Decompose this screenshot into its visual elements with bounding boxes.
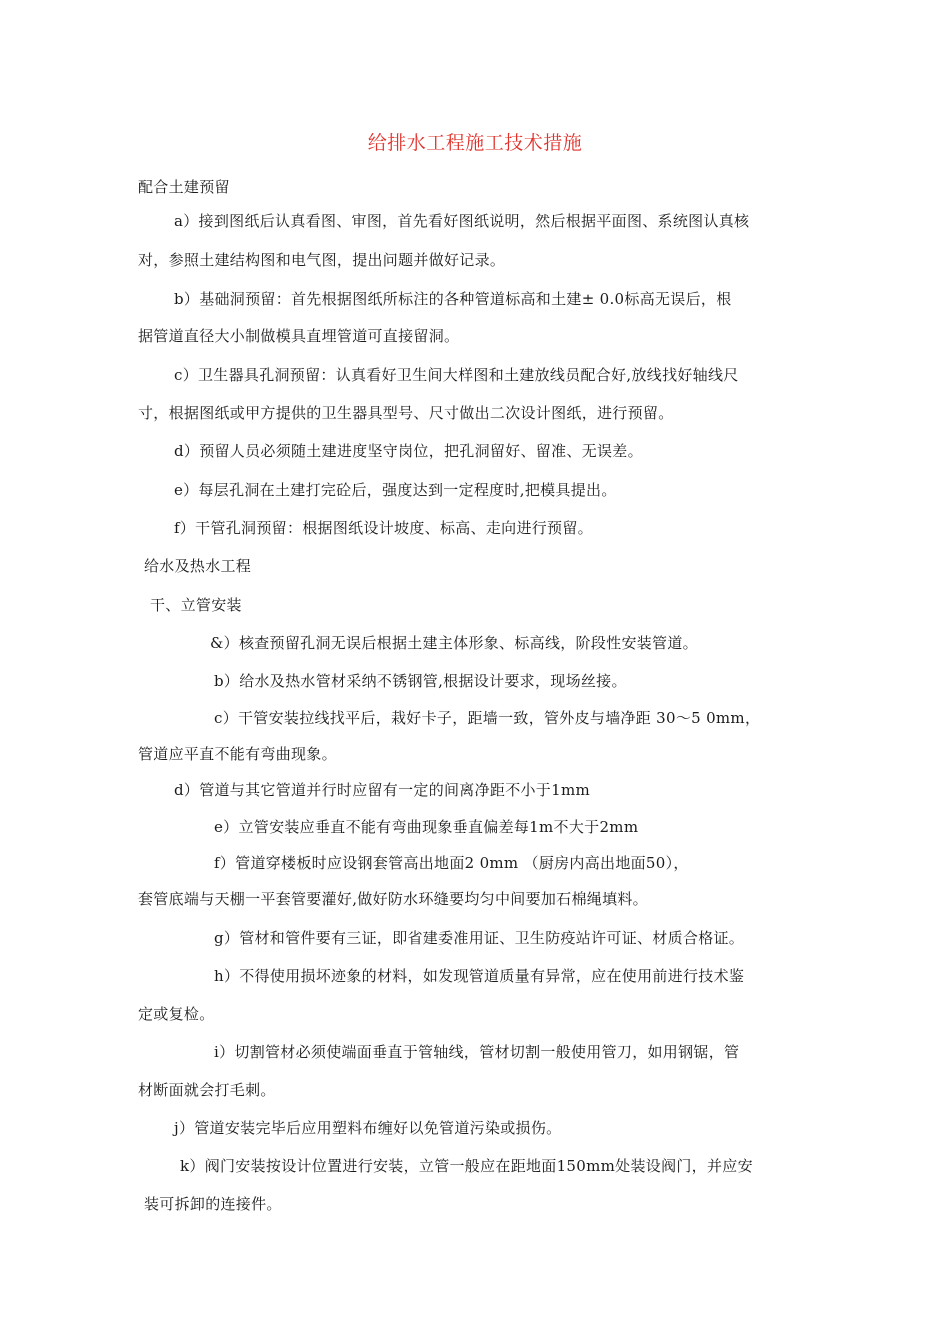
paragraph-line: 装可拆卸的连接件。 [144,1195,282,1213]
paragraph-line: &）核查预留孔洞无误后根据土建主体形象、标高线，阶段性安装管道。 [210,634,698,652]
paragraph-line: 管道应平直不能有弯曲现象。 [138,745,337,763]
document-title: 给排水工程施工技术措施 [367,132,583,154]
paragraph-line: d）预留人员必须随土建进度坚守岗位，把孔洞留好、留准、无误差。 [174,442,643,460]
paragraph-line: e）立管安装应垂直不能有弯曲现象垂直偏差每1m不大于2mm [214,818,639,836]
paragraph-line: h）不得使用损坏迹象的材料，如发现管道质量有异常，应在使用前进行技术鉴 [214,967,745,985]
paragraph-line: f）管道穿楼板时应设钢套管高出地面2 0mm （厨房内高出地面50）， [214,854,689,872]
paragraph-line: 对，参照土建结构图和电气图，提出问题并做好记录。 [138,251,506,269]
paragraph-line: k）阀门安装按设计位置进行安装，立管一般应在距地面150mm处装设阀门，并应安 [180,1157,753,1175]
paragraph-line: i）切割管材必须使端面垂直于管轴线，管材切割一般使用管刀，如用钢锯，管 [214,1043,740,1061]
paragraph-line: b）基础洞预留：首先根据图纸所标注的各种管道标高和土建± 0.0标高无误后，根 [174,290,732,308]
paragraph-line: 据管道直径大小制做模具直埋管道可直接留洞。 [138,327,460,345]
paragraph-line: g）管材和管件要有三证，即省建委准用证、卫生防疫站许可证、材质合格证。 [214,929,745,947]
paragraph-line: 定或复检。 [138,1005,215,1023]
section-heading: 配合土建预留 [138,178,230,196]
paragraph-line: e）每层孔洞在土建打完砼后，强度达到一定程度时,把模具提出。 [174,481,617,499]
section-subheading: 干、立管安装 [150,596,242,614]
paragraph-line: j）管道安装完毕后应用塑料布缠好以免管道污染或损伤。 [174,1119,562,1137]
paragraph-line: f）干管孔洞预留：根据图纸设计坡度、标高、走向进行预留。 [174,519,593,537]
paragraph-line: c）干管安装拉线找平后，栽好卡子，距墙一致，管外皮与墙净距 30〜5 0mm， [214,709,761,727]
paragraph-line: 寸，根据图纸或甲方提供的卫生器具型号、尺寸做出二次设计图纸，进行预留。 [138,404,674,422]
paragraph-line: 材断面就会打毛刺。 [138,1081,276,1099]
paragraph-line: a）接到图纸后认真看图、审图，首先看好图纸说明，然后根据平面图、系统图认真核 [174,212,750,230]
paragraph-line: d）管道与其它管道并行时应留有一定的间离净距不小于1mm [174,781,590,799]
paragraph-line: 套管底端与天棚一平套管要灌好,做好防水环缝要均匀中间要加石棉绳填料。 [138,890,648,908]
section-heading: 给水及热水工程 [144,557,252,575]
paragraph-line: b）给水及热水管材采纳不锈钢管,根据设计要求，现场丝接。 [214,672,627,690]
paragraph-line: c）卫生器具孔洞预留：认真看好卫生间大样图和土建放线员配合好,放线找好轴线尺 [174,366,739,384]
